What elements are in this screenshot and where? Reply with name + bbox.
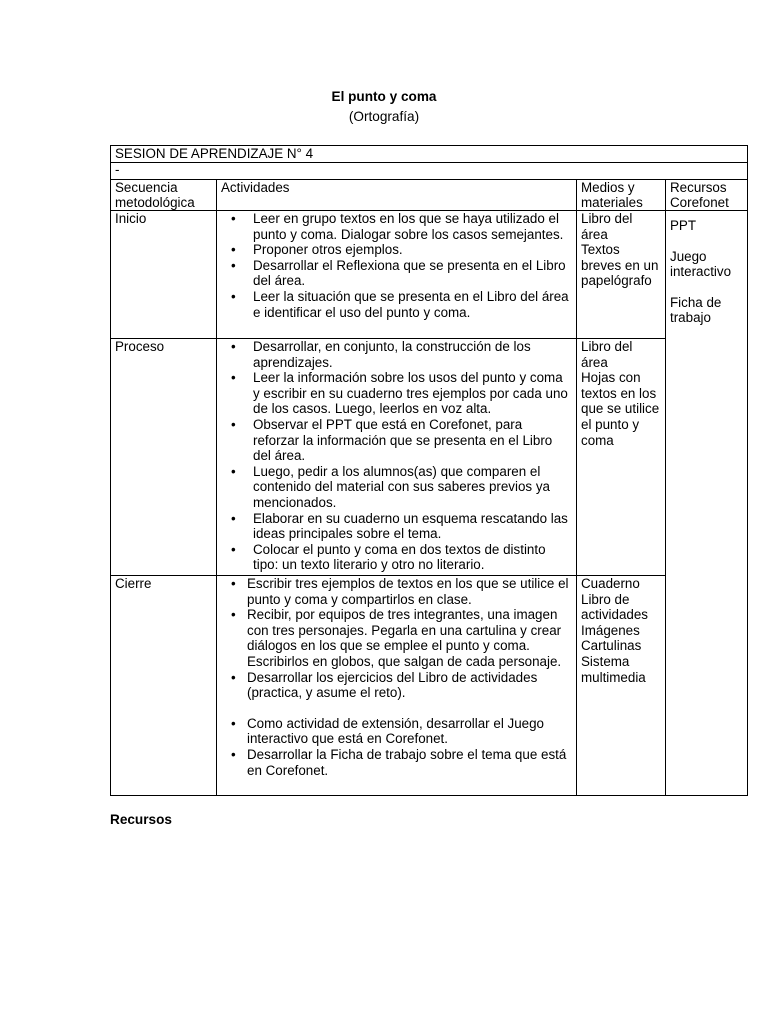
activity-item: • Leer la situación que se presenta en el Libro del área e identificar el uso del punto y coma. <box>221 289 572 320</box>
stage-cell: Inicio <box>111 211 217 339</box>
resource-item: Ficha de trabajo <box>670 294 722 326</box>
document-title: El punto y coma <box>331 89 437 104</box>
column-header-recursos: Recursos Corefonet <box>666 180 748 211</box>
session-heading: SESION DE APRENDIZAJE N° 4 <box>111 146 748 163</box>
material-item: Cuaderno <box>581 576 640 591</box>
material-item: Sistema multimedia <box>581 653 646 685</box>
table-row-cierre <box>111 576 748 796</box>
activity-item: • Leer la información sobre los usos del punto y coma y escribir en su cuaderno tres ejemplos por cada uno de los casos. Luego, leerlos en voz alta. <box>221 370 572 417</box>
activity-item: • Desarrollar, en conjunto, la construcción de los aprendizajes. <box>221 339 572 370</box>
material-item: Hojas con textos en los que se utilice el punto y coma <box>581 370 660 448</box>
column-header-secuencia: Secuencia metodológica <box>111 180 217 211</box>
resource-item: Juego interactivo <box>670 248 732 280</box>
activity-item: • Desarrollar el Reflexiona que se presenta en el Libro del área. <box>221 258 572 289</box>
resources-cell <box>666 211 748 796</box>
material-item: Textos breves en un papelógrafo <box>581 242 659 289</box>
stage-cell: Cierre <box>111 576 217 796</box>
materials-cell <box>577 576 666 796</box>
material-item: Libro del área <box>581 339 633 370</box>
activity-item: • Recibir, por equipos de tres integrantes, una imagen con tres personajes. Pegarla en una cartulina y crear diálogos en los que se emplee el punto y coma. Escribirlos en globos, que salgan de cada personaje. <box>221 607 572 669</box>
activity-item: • Desarrollar los ejercicios del Libro de actividades (practica, y asume el reto). <box>221 670 572 701</box>
dash-row: - <box>111 163 748 180</box>
table-row-proceso <box>111 339 748 576</box>
activity-item: • Desarrollar la Ficha de trabajo sobre el tema que está en Corefonet. <box>221 747 572 778</box>
activities-cell <box>217 339 577 576</box>
stage-cell: Proceso <box>111 339 217 576</box>
resource-item: PPT <box>670 218 697 233</box>
materials-cell <box>577 339 666 576</box>
column-header-medios: Medios y materiales <box>577 180 666 211</box>
activity-item: • Escribir tres ejemplos de textos en los que se utilice el punto y coma y compartirlos en clase. <box>221 576 572 607</box>
activities-cell <box>217 211 577 339</box>
activity-item: • Elaborar en su cuaderno un esquema rescatando las ideas principales sobre el tema. <box>221 511 572 542</box>
column-header-actividades: Actividades <box>217 180 577 211</box>
recursos-heading: Recursos <box>110 812 172 827</box>
table-row-inicio <box>111 211 748 339</box>
material-item: Libro del área <box>581 211 633 242</box>
activity-item: • Como actividad de extensión, desarrollar el Juego interactivo que está en Corefonet. <box>221 716 572 747</box>
activity-item: • Proponer otros ejemplos. <box>221 242 572 258</box>
material-item: Cartulinas <box>581 638 642 654</box>
activities-cell <box>217 576 577 796</box>
materials-cell <box>577 211 666 339</box>
activity-item: • Colocar el punto y coma en dos textos de distinto tipo: un texto literario y otro no literario. <box>221 542 572 573</box>
activity-item: • Luego, pedir a los alumnos(as) que comparen el contenido del material con sus saberes previos ya mencionados. <box>221 464 572 511</box>
activity-item: • Leer en grupo textos en los que se haya utilizado el punto y coma. Dialogar sobre los casos semejantes. <box>221 211 572 242</box>
document-subtitle: (Ortografía) <box>348 109 420 124</box>
activity-item: • Observar el PPT que está en Corefonet, para reforzar la información que se presenta en el Libro del área. <box>221 417 572 464</box>
material-item: Libro de actividades <box>581 591 648 623</box>
session-table <box>110 145 748 796</box>
material-item: Imágenes <box>581 622 640 638</box>
